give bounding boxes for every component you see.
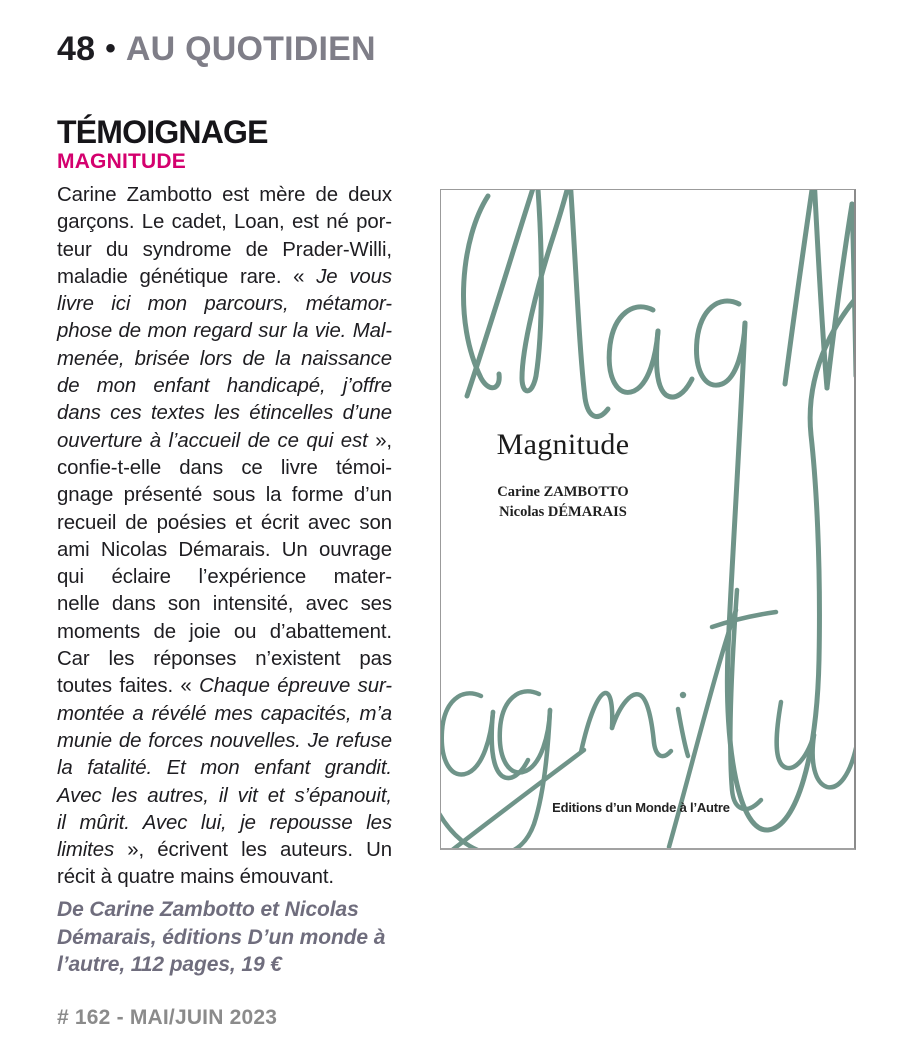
- cover-author-line: Nicolas DÉMARAIS: [499, 504, 627, 520]
- body-line: Car les réponses n’existent pas: [57, 648, 392, 671]
- body-line: phose de mon regard sur la vie. Mal-: [57, 320, 392, 343]
- body-line: munie de forces nouvelles. Je refuse: [57, 729, 392, 752]
- article-credit: [57, 896, 417, 979]
- section-title: AU QUOTIDIEN: [125, 30, 376, 68]
- body-line: ami Nicolas Démarais. Un ouvrage: [57, 538, 392, 561]
- body-line: limites », écrivent les auteurs. Un: [57, 839, 392, 862]
- page-header: [57, 30, 376, 69]
- credit-line: Démarais, éditions D’un monde à: [57, 925, 386, 949]
- body-line: maladie génétique rare. « Je vous: [57, 265, 392, 288]
- body-line: montée a révélé mes capacités, m’a: [57, 702, 392, 725]
- page-number: 48: [57, 30, 96, 68]
- body-line: ouverture à l’accueil de ce qui est »,: [57, 429, 393, 452]
- body-line: gnage présenté sous la forme d’un: [57, 484, 392, 507]
- cover-publisher: Editions d’un Monde à l’Autre: [552, 800, 730, 815]
- credit-line: De Carine Zambotto et Nicolas: [57, 898, 359, 921]
- credit-line: l’autre, 112 pages, 19 €: [57, 953, 282, 976]
- body-line: teur du syndrome de Prader-Willi,: [57, 238, 392, 261]
- body-line: garçons. Le cadet, Loan, est né por-: [57, 211, 392, 234]
- body-line: livre ici mon parcours, métamor-: [57, 293, 392, 316]
- article-title: MAGNITUDE: [57, 150, 186, 173]
- cover-authors: [441, 482, 685, 522]
- body-line: la fatalité. Et mon enfant grandit.: [57, 757, 392, 780]
- body-line: recueil de poésies et écrit avec son: [57, 511, 392, 534]
- body-line: Carine Zambotto est mère de deux: [57, 184, 392, 206]
- book-cover-image: [440, 189, 856, 850]
- body-line: dans ces textes les étincelles d’une: [57, 402, 392, 425]
- body-line: moments de joie ou d’abattement.: [57, 620, 392, 643]
- body-line: il mûrit. Avec lui, je repousse les: [57, 811, 392, 834]
- bullet-separator-icon: •: [105, 32, 116, 65]
- body-line: confie-t-elle dans ce livre témoi-: [57, 456, 392, 479]
- article-kicker: TÉMOIGNAGE: [57, 114, 268, 150]
- body-line: récit à quatre mains émouvant.: [57, 866, 334, 889]
- issue-footer: # 162 - MAI/JUIN 2023: [57, 1006, 278, 1029]
- body-line: de mon enfant handicapé, j’offre: [57, 375, 392, 398]
- body-line: menée, brisée lors de la naissance: [57, 347, 392, 370]
- cover-author-line: Carine ZAMBOTTO: [497, 484, 629, 500]
- body-line: qui éclaire l’expérience mater-: [57, 566, 392, 589]
- cover-book-title: Magnitude: [496, 428, 630, 461]
- article-body: [57, 182, 392, 892]
- body-line: nelle dans son intensité, avec ses: [57, 593, 392, 616]
- body-line: toutes faites. « Chaque épreuve sur-: [57, 675, 392, 698]
- body-line: Avec les autres, il vit et s’épanouit,: [57, 784, 392, 807]
